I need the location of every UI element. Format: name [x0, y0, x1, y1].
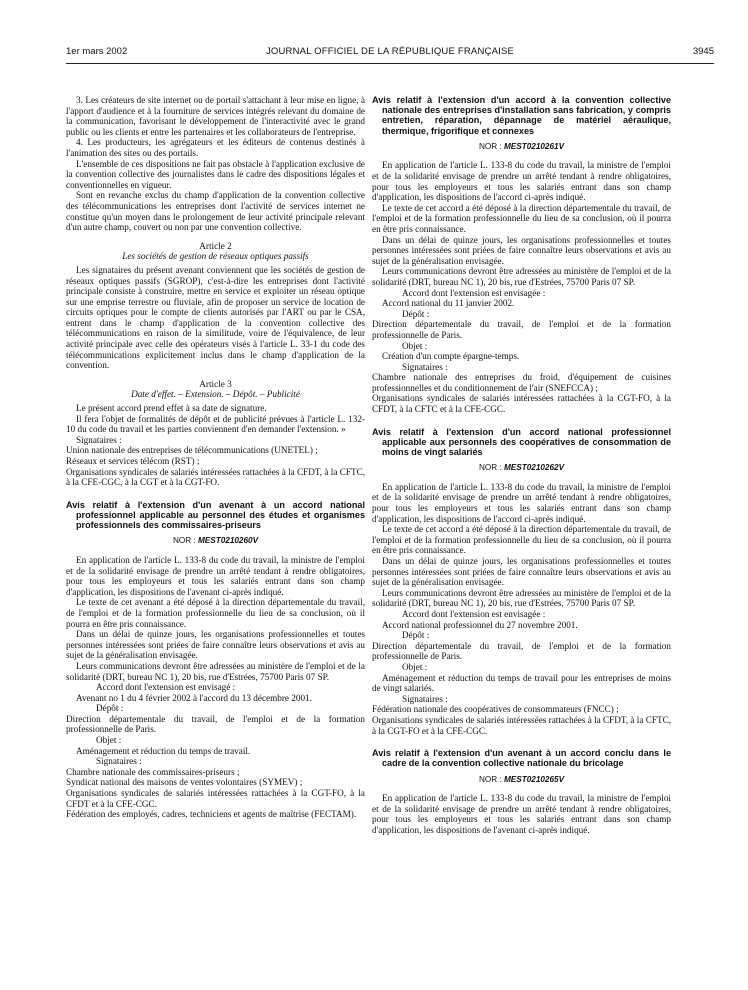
objet-label: Objet : [402, 340, 428, 351]
signatory: Réseaux et services télécom (RST) ; [66, 456, 200, 466]
depot-value: Direction départementale du travail, de l'emploi et de la formation professionnelle de Paris. [372, 319, 671, 340]
paragraph: En application de l'article L. 133-8 du code du travail, la ministre de l'emploi et de la solidarité envisage de prendre un arrêté tendant à rendre obligatoires, pour tous les employeurs et tous les salariés entrant dans son champ d'application, les dispositions de l'avenant ci-après indiqué. [372, 793, 671, 835]
depot-value: Direction départementale du travail, de l'emploi et de la formation professionnelle de Paris. [372, 640, 671, 662]
nor-code: MEST0210260V [197, 536, 259, 546]
page-number: 3945 [692, 46, 714, 57]
paragraph: 4. Les producteurs, les agrégateurs et les éditeurs de contenus destinés à l'animation des sites ou des portails. [66, 137, 365, 158]
header-rule [66, 63, 714, 64]
paragraph: Dans un délai de quinze jours, les organisations professionnelles et toutes personnes intéressées sont priées de faire connaître leurs observations et avis au sujet de la généralisation envisagée. [372, 556, 671, 588]
paragraph: Leurs communications devront être adressées au ministère de l'emploi et de la solidarité (DRT, bureau NC 1), 20 bis, rue d'Estrées, 75700 Paris 07 SP. [372, 266, 671, 287]
article-heading: Article 3 [199, 378, 232, 389]
paragraph: Le texte de cet avenant a été déposé à la direction départementale du travail, de l'emploi et de la formation professionnelle du lieu de sa conclusion, où il pourra en être pris connaissance. [66, 597, 365, 629]
signatory: Chambre nationale des entreprises du froid, d'équipement de cuisines professionnelles et du conditionnement de l'air (SNEFCCA) ; [372, 372, 671, 393]
paragraph: Les signataires du présent avenant conviennent que les sociétés de gestion de réseaux optiques passifs (SGROP), c'est-à-dire les entreprises dont l'activité principale consiste à construire, mettre en service et exploiter un réseau optique sur une emprise terrestre ou fluviale, afin de proposer un service de location de circuits optiques pour le compte de clients autorisés par l'ART ou par le CSA, entrent dans le champ d'application de la convention collective des télécommunications en raison de la similitude, voire de l'équivalence, de leur activité principale avec celle des opérateurs visés à l'article L. 33-1 du code des télécommunications explicitement inclus dans le champ d'application de la convention. [66, 264, 365, 371]
nor-code: MEST0210261V [503, 141, 565, 151]
article-heading: Article 2 [199, 240, 232, 251]
signataires-label: Signataires : [402, 693, 448, 704]
article-subtitle: Date d'effet. – Extension. – Dépôt. – Publicité [131, 389, 300, 400]
left-column [66, 95, 365, 985]
nor-reference [372, 775, 671, 786]
extension-label: Accord dont l'extension est envisagée : [402, 287, 546, 298]
signatory: Organisations syndicales de salariés intéressées rattachées à la CFDT, à la CFTC, à la CFE-CGC, à la CGT et à la CGT-FO. [66, 466, 365, 488]
issue-date: 1er mars 2002 [66, 46, 128, 57]
journal-title: JOURNAL OFFICIEL DE LA RÉPUBLIQUE FRANÇAISE [265, 46, 515, 57]
depot-label: Dépôt : [402, 308, 430, 319]
signatory: Organisations syndicales de salariés intéressées rattachées à la CGT-FO, à la CFDT, à la CFTC et à la CFE-CGC. [372, 393, 671, 415]
depot-label: Dépôt : [96, 703, 124, 714]
objet-value: Aménagement et réduction du temps de travail pour les entreprises de moins de vingt salariés. [372, 672, 671, 694]
signatory: Organisations syndicales de salariés intéressées rattachées à la CGT-FO, à la CFDT et à la CFE-CGC. [66, 788, 365, 809]
paragraph: En application de l'article L. 133-8 du code du travail, la ministre de l'emploi et de la solidarité envisage de prendre un arrêté tendant à rendre obligatoires, pour tous les employeurs et tous les salariés entrant dans son champ d'application, les dispositions de l'accord ci-après indiqué. [372, 160, 671, 203]
paragraph: Le texte de cet accord a été déposé à la direction départementale du travail, de l'emploi et de la formation professionnelle du lieu de sa conclusion, où il pourra en être pris connaissance. [372, 524, 671, 556]
notice-title: Avis relatif à l'extension d'un accord à la convention collective nationale des entreprises d'installation sans fabrication, y compris entretien, réparation, dépannage de matériel aéraulique, thermique, frigorifique et connexes [372, 95, 671, 136]
paragraph: Dans un délai de quinze jours, les organisations professionnelles et toutes personnes intéressées sont priées de faire connaître leurs observations et avis au sujet de la généralisation envisagée. [372, 234, 671, 266]
right-column [372, 95, 671, 985]
signatory: Fédération des employés, cadres, techniciens et agents de maîtrise (FECTAM). [66, 809, 357, 820]
nor-label: NOR : [478, 141, 502, 151]
paragraph: Le présent accord prend effet à sa date de signature. [76, 403, 267, 414]
depot-value: Direction départementale du travail, de l'emploi et de la formation professionnelle de Paris. [66, 713, 365, 735]
extension-label: Accord dont l'extension est envisagé : [96, 682, 236, 693]
objet-label: Objet : [96, 735, 122, 746]
nor-reference [372, 142, 671, 153]
signataires-label: Signataires : [402, 361, 448, 372]
extension-value: Avenant no 1 du 4 février 2002 à l'accord du 13 décembre 2001. [76, 692, 312, 703]
paragraph: En application de l'article L. 133-8 du code du travail, la ministre de l'emploi et de la solidarité envisage de prendre un arrêté tendant à rendre obligatoires, pour tous les employeurs et tous les salariés entrant dans son champ d'application, les dispositions de l'avenant ci-après indiqué. [66, 554, 365, 597]
paragraph: Sont en revanche exclus du champ d'application de la convention collective des télécommunications les entreprises dont l'activité de services internet ne constitue qu'un moyen dans le prolongement de leur activité principale relevant d'un autre champ, couvert ou non par une convention collective. [66, 190, 365, 233]
paragraph: Leurs communications devront être adressées au ministère de l'emploi et de la solidarité (DRT, bureau NC 1), 20 bis, rue d'Estrées, 75700 Paris 07 SP. [372, 587, 671, 609]
nor-label: NOR : [172, 536, 196, 546]
signataires-label: Signataires : [96, 756, 142, 767]
objet-value: Aménagement et réduction du temps de travail. [76, 745, 251, 756]
signatory: Fédération nationale des coopératives de consommateurs (FNCC) ; [372, 704, 619, 715]
depot-label: Dépôt : [402, 630, 430, 641]
paragraph: L'ensemble de ces dispositions ne fait pas obstacle à l'application exclusive de la convention collective des journalistes dans le cadre des dispositions légales et conventionnelles en vigueur. [66, 158, 365, 190]
signatory: Organisations syndicales de salariés intéressées rattachées à la CFDT, à la CFTC, à la CGT-FO et à la CFE-CGC. [372, 714, 671, 736]
nor-label: NOR : [478, 463, 502, 473]
paragraph: Dans un délai de quinze jours, les organisations professionnelles et toutes personnes intéressées sont priées de faire connaître leurs observations et avis au sujet de la généralisation envisagée. [66, 629, 365, 661]
paragraph: Le texte de cet accord a été déposé à la direction départementale du travail, de l'emploi et de la formation professionnelle du lieu de sa conclusion, où il pourra en être pris connaissance. [372, 202, 671, 234]
extension-label: Accord dont l'extension est envisagée : [402, 608, 546, 619]
article-subtitle: Les sociétés de gestion de réseaux optiques passifs [122, 251, 309, 262]
signataires-label: Signataires : [76, 434, 122, 445]
nor-code: MEST0210262V [503, 463, 565, 473]
signatory: Chambre nationale des commissaires-priseurs ; [66, 766, 240, 777]
notice-title: Avis relatif à l'extension d'un avenant à un accord conclu dans le cadre de la convention collective nationale du bricolage [372, 748, 671, 769]
extension-value: Accord national professionnel du 27 novembre 2001. [382, 619, 578, 630]
nor-label: NOR : [478, 774, 502, 784]
paragraph: 3. Les créateurs de site internet ou de portail s'attachant à leur mise en ligne, à l'apport d'audience et à la fourniture de services intégrés relevant du domaine de la communication, favorisant le développement de l'interactivité avec le grand public ou les clients et entre les partenaires et les collaborateurs de l'entreprise. [66, 95, 365, 137]
nor-code: MEST0210265V [503, 774, 565, 784]
nor-reference [66, 536, 365, 547]
objet-value: Création d'un compte épargne-temps. [382, 351, 520, 362]
nor-reference [372, 463, 671, 474]
objet-label: Objet : [402, 661, 428, 672]
signatory: Union nationale des entreprises de télécommunications (UNETEL) ; [66, 445, 318, 456]
paragraph: Leurs communications devront être adressées au ministère de l'emploi et de la solidarité (DRT, bureau NC 1), 20 bis, rue d'Estrées, 75700 Paris 07 SP. [66, 660, 365, 682]
page-header [66, 44, 714, 60]
extension-value: Accord national du 11 janvier 2002. [382, 298, 515, 309]
notice-title: Avis relatif à l'extension d'un accord national professionnel applicable aux personnels des coopératives de consommation de moins de vingt salariés [372, 426, 671, 458]
notice-title: Avis relatif à l'extension d'un avenant à un accord national professionnel applicable au personnel des études et organismes professionnels des commissaires-priseurs [66, 499, 365, 531]
paragraph: En application de l'article L. 133-8 du code du travail, la ministre de l'emploi et de la solidarité envisage de prendre un arrêté tendant à rendre obligatoires, pour tous les employeurs et tous les salariés entrant dans son champ d'application, les dispositions de l'accord ci-après indiqué. [372, 481, 671, 524]
paragraph: Il fera l'objet de formalités de dépôt et de publicité prévues à l'article L. 132-10 du code du travail et les parties conviennent d'en demander l'extension. » [66, 413, 365, 435]
signatory: Syndicat national des maisons de ventes volontaires (SYMEV) ; [66, 777, 303, 788]
